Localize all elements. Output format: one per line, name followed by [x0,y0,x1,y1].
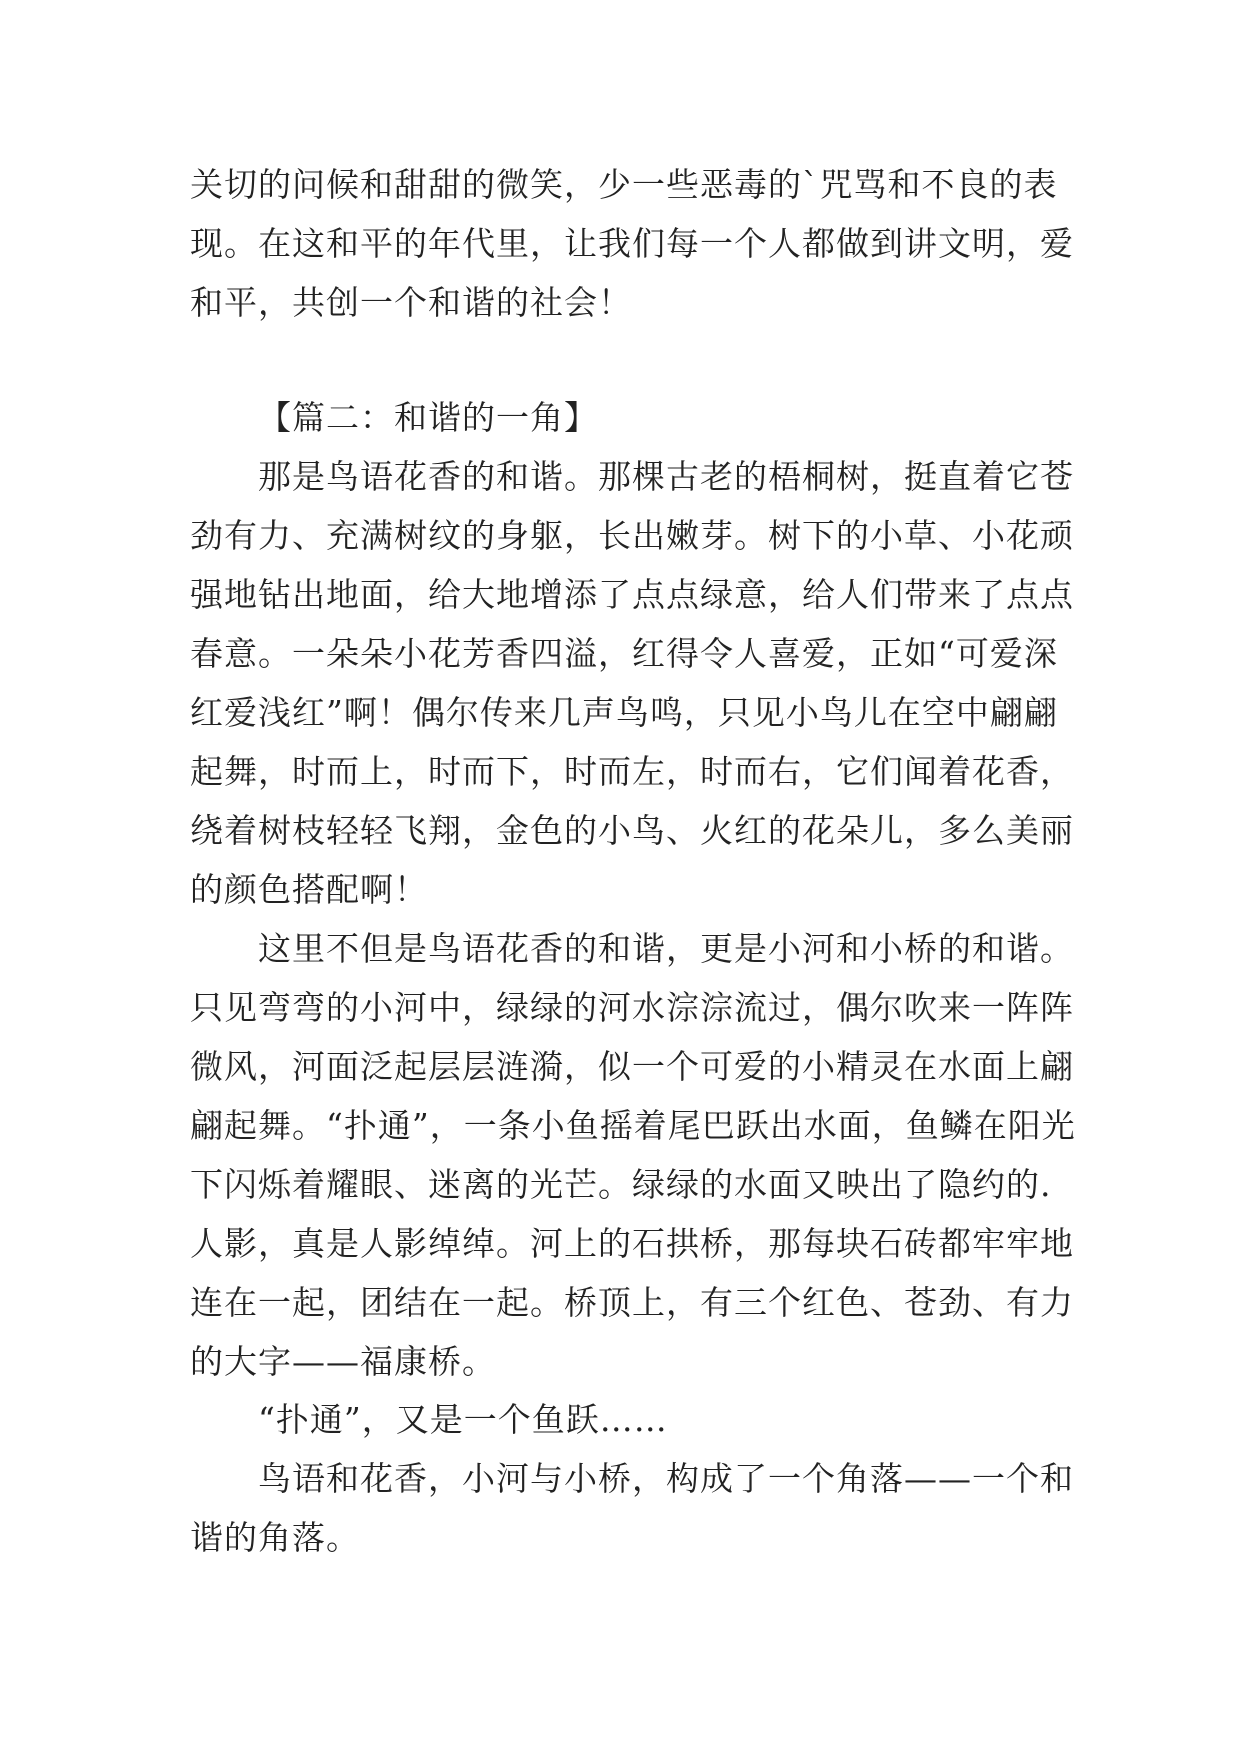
paragraph-line: 现。在这和平的年代里，让我们每一个人都做到讲文明，爱 [190,224,1074,263]
paragraph-line: “扑通”，又是一个鱼跃…… [258,1400,668,1439]
paragraph-line: 强地钻出地面，给大地增添了点点绿意，给人们带来了点点 [190,575,1074,614]
paragraph-line: 翩起舞。“扑通”，一条小鱼摇着尾巴跃出水面，鱼鳞在阳光 [190,1106,1076,1145]
paragraph-line: 这里不但是鸟语花香的和谐，更是小河和小桥的和谐。 [258,929,1074,968]
paragraph-line: 的颜色搭配啊！ [190,870,428,909]
paragraph-line: 人影，真是人影绰绰。河上的石拱桥，那每块石砖都牢牢地 [190,1224,1074,1263]
paragraph-line: 下闪烁着耀眼、迷离的光芒。绿绿的水面又映出了隐约的. [190,1165,1052,1204]
paragraph-line: 起舞，时而上，时而下，时而左，时而右，它们闻着花香， [190,752,1074,791]
paragraph-line: 春意。一朵朵小花芳香四溢，红得令人喜爱，正如“可爱深 [190,634,1058,673]
paragraph-line: 的大字——福康桥。 [190,1342,496,1381]
paragraph-line: 微风，河面泛起层层涟漪，似一个可爱的小精灵在水面上翩 [190,1047,1074,1086]
paragraph-line: 绕着树枝轻轻飞翔，金色的小鸟、火红的花朵儿，多么美丽 [190,811,1074,850]
paragraph-line: 谐的角落。 [190,1518,360,1557]
paragraph-line: 和平，共创一个和谐的社会！ [190,283,632,322]
paragraph-line: 鸟语和花香，小河与小桥，构成了一个角落——一个和 [258,1459,1074,1498]
paragraph-line: 关切的问候和甜甜的微笑，少一些恶毒的`咒骂和不良的表 [190,165,1058,204]
paragraph-line: 那是鸟语花香的和谐。那棵古老的梧桐树，挺直着它苍 [258,457,1074,496]
paragraph-line: 劲有力、充满树纹的身躯，长出嫩芽。树下的小草、小花顽 [190,516,1074,555]
paragraph-line: 连在一起，团结在一起。桥顶上，有三个红色、苍劲、有力 [190,1283,1074,1322]
section-heading: 【篇二：和谐的一角】 [258,398,598,437]
paragraph-line: 红爱浅红”啊！偶尔传来几声鸟鸣，只见小鸟儿在空中翩翩 [190,693,1058,732]
paragraph-line: 只见弯弯的小河中，绿绿的河水淙淙流过，偶尔吹来一阵阵 [190,988,1074,1027]
